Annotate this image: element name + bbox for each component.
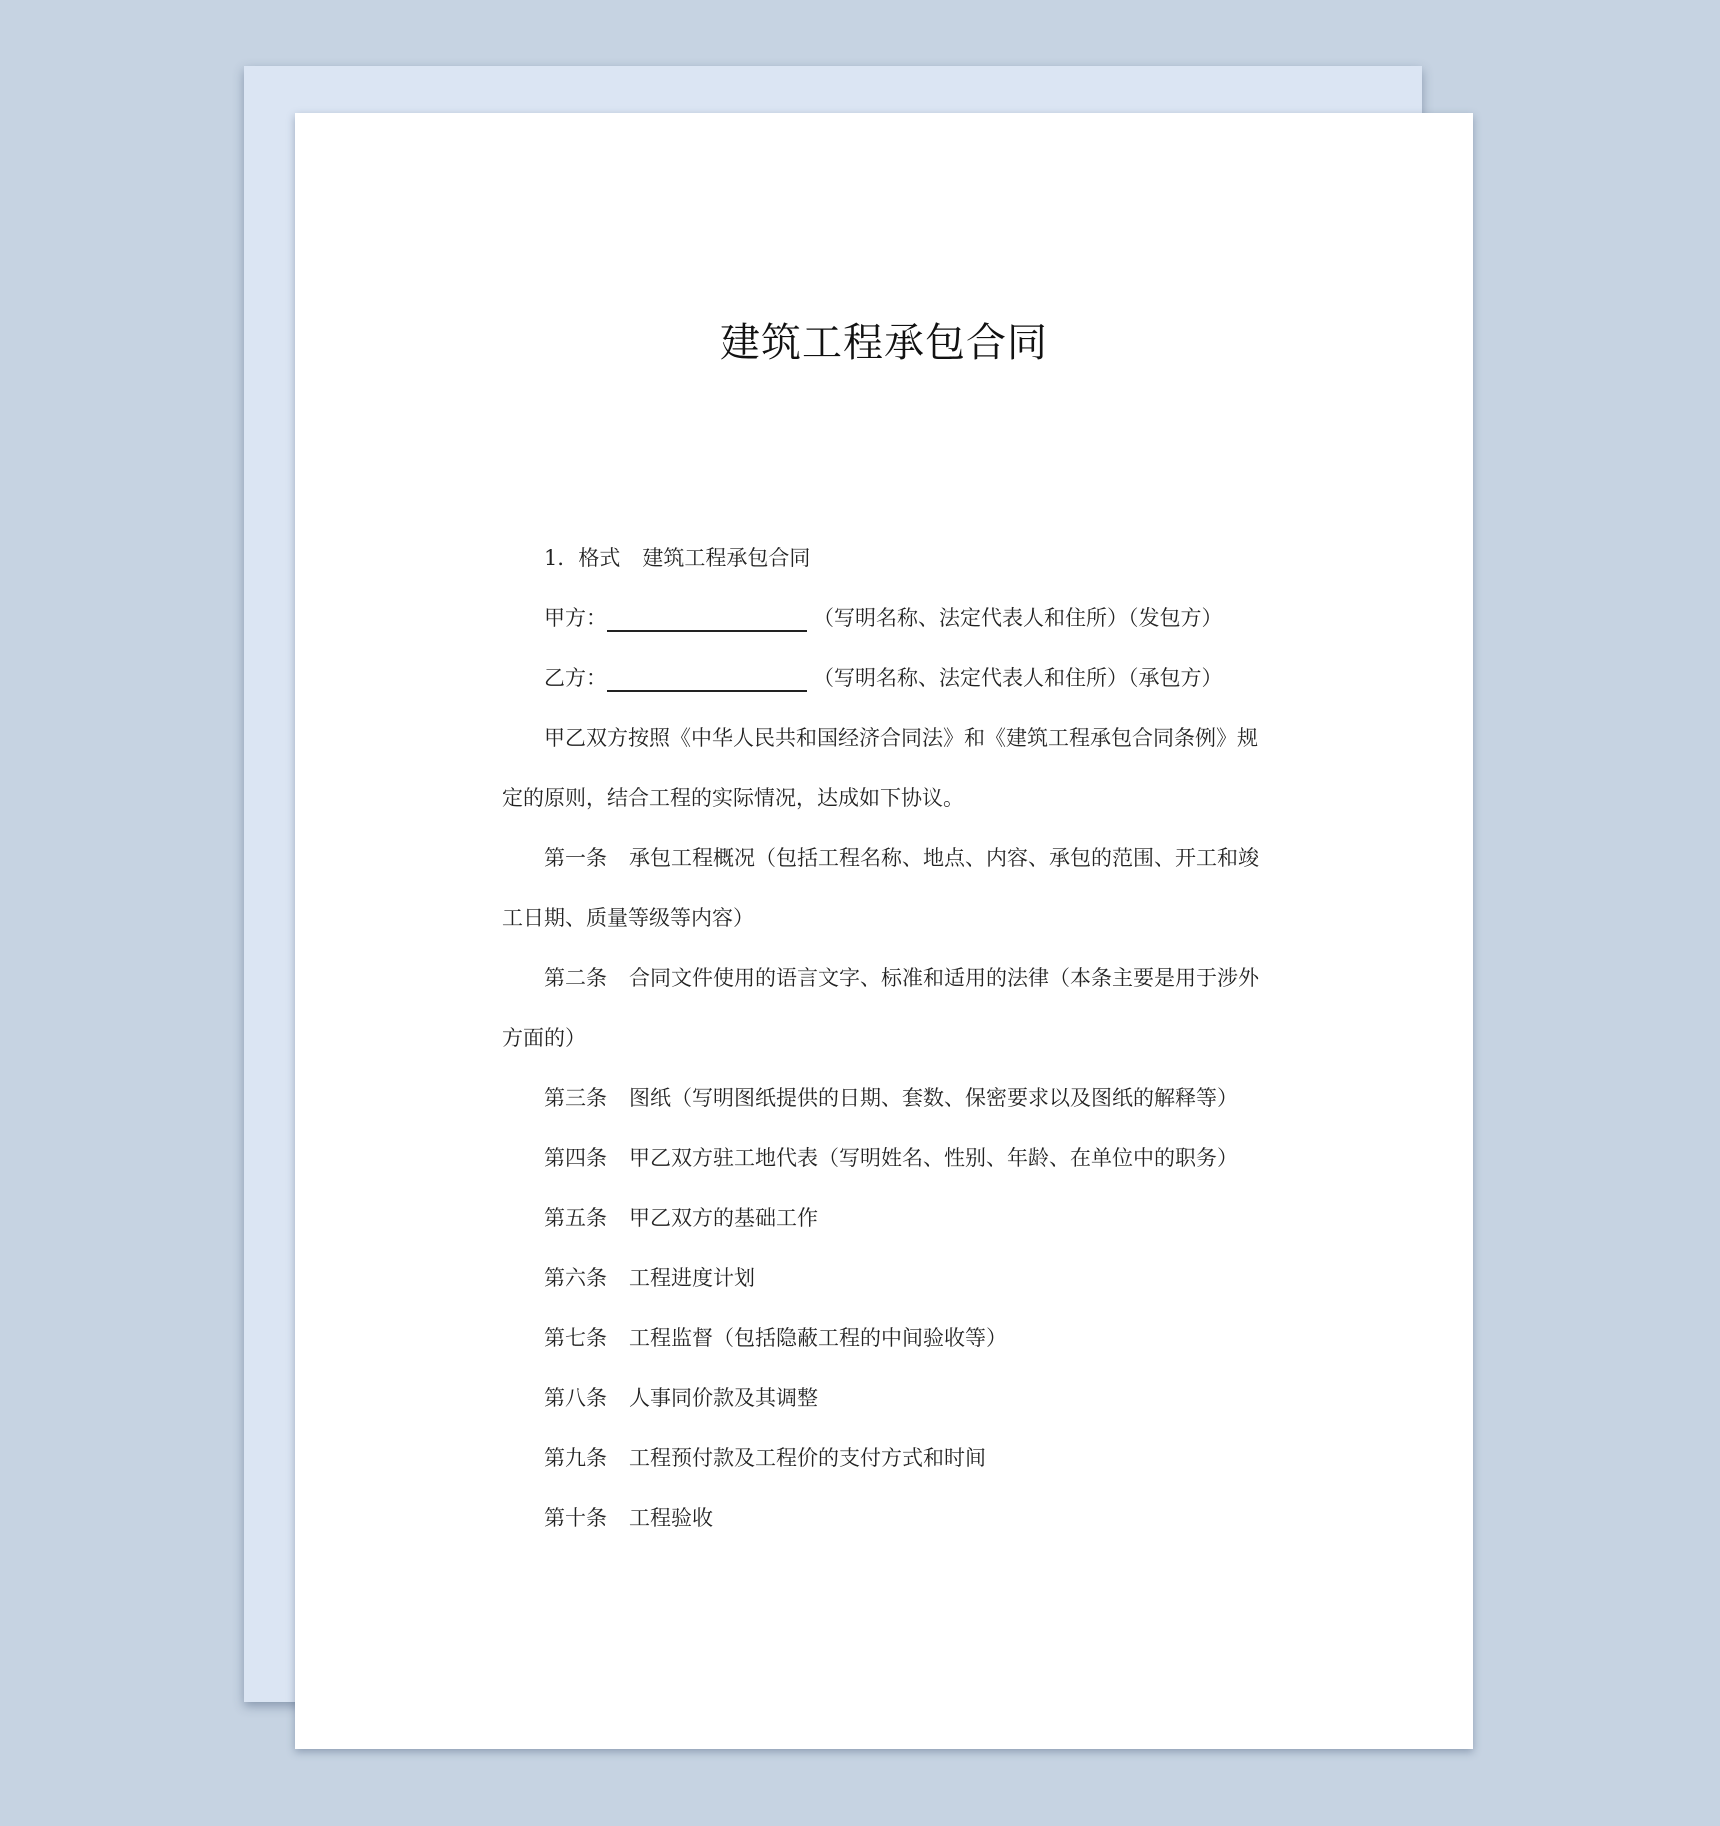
article-text: 工程监督（包括隐蔽工程的中间验收等） [629,1326,1007,1350]
article-number: 第九条 [544,1446,607,1470]
article-2 [502,948,1262,1008]
document-title: 建筑工程承包合同 [720,320,1048,366]
article-1 [502,828,1262,888]
party-b-line [502,648,1262,708]
article-number: 第七条 [544,1326,607,1350]
party-b-blank [607,668,807,692]
article-6 [502,1248,1262,1308]
article-text: 甲乙双方驻工地代表（写明姓名、性别、年龄、在单位中的职务） [629,1146,1238,1170]
article-text: 承包工程概况（包括工程名称、地点、内容、承包的范围、开工和竣 [629,846,1259,870]
article-number: 第二条 [544,966,607,990]
party-a-note: （写明名称、法定代表人和住所）（发包方） [813,606,1223,630]
party-a-label: 甲方： [544,606,607,630]
format-number: 1．格式 [544,546,621,570]
article-number: 第八条 [544,1386,607,1410]
party-b-label: 乙方： [544,666,607,690]
article-5 [502,1188,1262,1248]
article-7 [502,1308,1262,1368]
article-text: 工程进度计划 [629,1266,755,1290]
article-text: 工程预付款及工程价的支付方式和时间 [629,1446,986,1470]
format-line [502,528,1262,588]
document-body [502,528,1262,1548]
article-text: 人事同价款及其调整 [629,1386,818,1410]
article-text: 工程验收 [629,1506,713,1530]
article-1-continued: 工日期、质量等级等内容） [502,906,754,930]
article-3 [502,1068,1262,1128]
party-a-line [502,588,1262,648]
article-text: 图纸（写明图纸提供的日期、套数、保密要求以及图纸的解释等） [629,1086,1238,1110]
article-2-continued: 方面的） [502,1026,586,1050]
article-number: 第一条 [544,846,607,870]
intro-line-2: 定的原则，结合工程的实际情况，达成如下协议。 [502,786,964,810]
intro-line-1: 甲乙双方按照《中华人民共和国经济合同法》和《建筑工程承包合同条例》规 [544,726,1258,750]
article-number: 第六条 [544,1266,607,1290]
party-a-blank [607,608,807,632]
article-number: 第四条 [544,1146,607,1170]
article-number: 第五条 [544,1206,607,1230]
article-number: 第三条 [544,1086,607,1110]
document-page [295,113,1473,1749]
article-text: 甲乙双方的基础工作 [629,1206,818,1230]
article-9 [502,1428,1262,1488]
article-10 [502,1488,1262,1548]
article-8 [502,1368,1262,1428]
article-4 [502,1128,1262,1188]
format-text: 建筑工程承包合同 [642,546,811,570]
article-text: 合同文件使用的语言文字、标准和适用的法律（本条主要是用于涉外 [629,966,1259,990]
party-b-note: （写明名称、法定代表人和住所）（承包方） [813,666,1223,690]
article-number: 第十条 [544,1506,607,1530]
